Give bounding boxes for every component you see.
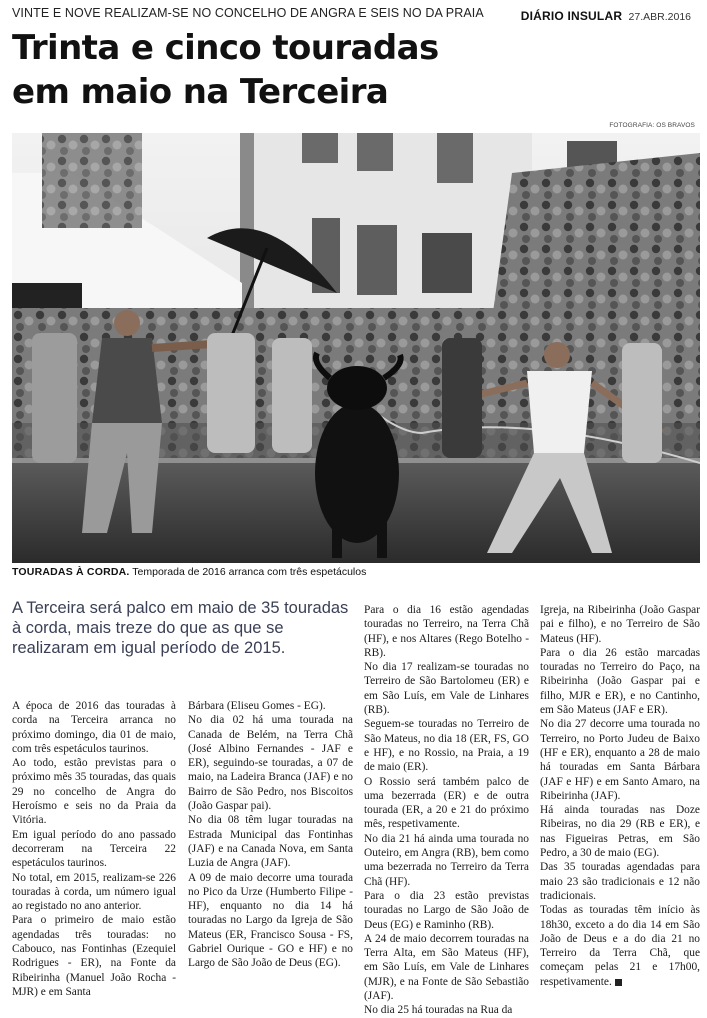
paragraph: Para o primeiro de maio estão agendadas três touradas: no Cabouco, nas Fontinhas (Ezequiel Rodrigues - ER), na Fonte da Ribeirinha (Manuel João Rocha - MJR) e em Santa [12,914,176,998]
paragraph: No dia 27 decorre uma tourada no Terreiro, no Porto Judeu de Baixo (HF e ER), enquanto a 28 de maio há touradas em Santa Bárbara (JAF e HF) e em Santo Amaro, na Ribeirinha (JAF). [540,718,700,802]
paragraph: No dia 17 realizam-se touradas no Terreiro de São Bartolomeu (ER) e em São Luís, em Vale de Linhares (RB). [364,661,529,717]
paragraph: A 24 de maio decorrem touradas na Terra Alta, em São Mateus (HF), em São Luís, em Vale de Linhares (MJR), e na Fonte de São Sebastião (JAF). [364,932,529,1003]
paragraph: O Rossio será também palco de uma bezerrada (ER) e de outra tourada (ER, a 20 e 21 do próximo mês, respetivamente. [364,775,529,831]
end-of-article-icon [615,979,622,986]
paragraph: Para o dia 26 estão marcadas touradas no Terreiro do Paço, na Ribeirinha (João Gaspar pai e filho, MJR e ER), e no Cantinho, em São Mateus (JAF e ER). [540,646,700,717]
paragraph: Seguem-se touradas no Terreiro de São Mateus, no dia 18 (ER, FS, GO e HF), e no Rossio, na Praia, a 19 de maio (ER). [364,718,529,774]
photo-credit: FOTOGRAFIA: OS BRAVOS [609,122,695,129]
article-photo [12,133,700,563]
headline-line-1: Trinta e cinco touradas [12,28,439,68]
paragraph: No dia 21 há ainda uma tourada no Outeiro, em Angra (RB), bem como uma bezerrada no Terreiro da Terra Chã (HF). [364,832,529,888]
body-column-1 [12,699,176,999]
paragraph: Bárbara (Eliseu Gomes - EG). [188,700,326,712]
paragraph: A 09 de maio decorre uma tourada no Pico da Urze (Humberto Filipe - HF), enquanto no dia 14 há touradas no Largo da Igreja de São Mateus (ER, Francisco Sousa - FS, Gabriel Ourique - GO e HF) e no Largo de São João de Deus (EG). [188,871,353,970]
paragraph: Em igual período do ano passado decorreram na Terceira 22 espetáculos taurinos. [12,828,176,870]
paragraph: No dia 08 têm lugar touradas na Estrada Municipal das Fontinhas (JAF) e na Canada Nova, em Santa Luzia de Angra (JAF). [188,814,353,870]
photo-caption [12,566,700,578]
paragraph: No dia 02 há uma tourada na Canada de Belém, na Terra Chã (José Albino Fernandes - JAF e ER), seguindo-se touradas, a 07 de maio, na Ladeira Branca (JAF) e no Bairro de São Pedro, nos Biscoitos (João Gaspar pai). [188,714,353,813]
standfirst: A Terceira será palco em maio de 35 touradas à corda, mais treze do que as que se realizaram em igual período de 2015. [12,599,349,657]
caption-text: Temporada de 2016 arranca com três espetáculos [132,566,367,578]
paragraph: Das 35 touradas agendadas para maio 23 são tradicionais e 12 não tradicionais. [540,861,700,902]
issue-date: 27.ABR.2016 [628,11,691,23]
body-column-2 [188,699,353,971]
paragraph: Igreja, na Ribeirinha (João Gaspar pai e filho), e no Terreiro de São Mateus (HF). [540,604,700,645]
caption-lead: TOURADAS À CORDA. [12,566,130,578]
paragraph: Há ainda touradas nas Doze Ribeiras, no dia 29 (RB e ER), e nas Figueiras Petras, em São Pedro, a 30 de maio (EG). [540,804,700,860]
paragraph [540,903,700,989]
masthead [521,9,691,23]
closing-paragraph-text: Todas as touradas têm início às 18h30, exceto a do dia 14 em São João de Deus e a do dia 21 no Terreiro da Terra Chã, que começam pelas 21 e 17h00, respetivamente. [540,904,700,988]
headline-line-2: em maio na Terceira [12,72,389,112]
kicker: VINTE E NOVE REALIZAM-SE NO CONCELHO DE ANGRA E SEIS NO DA PRAIA [12,6,484,20]
paragraph: No dia 25 há touradas na Rua da [364,1004,513,1017]
body-column-3 [364,603,529,1018]
paragraph: Para o dia 23 estão previstas touradas no Largo de São João de Deus (EG) e Raminho (RB). [364,889,529,931]
paragraph: Ao todo, estão previstas para o próximo mês 35 touradas, das quais 29 no concelho de Angra do Heroísmo e seis no da Praia da Vitória. [12,757,176,827]
paragraph: Para o dia 16 estão agendadas touradas no Terreiro, na Terra Chã (HF), e nos Altares (Rego Botelho - RB). [364,604,529,659]
paragraph: No total, em 2015, realizam-se 226 touradas à corda, um número igual ao registado no ano anterior. [12,871,176,913]
body-column-4 [540,603,700,989]
paragraph: A época de 2016 das touradas à corda na Terceira arranca no próximo domingo, dia 01 de maio, com três espetáculos taurinos. [12,700,176,755]
newspaper-brand: DIÁRIO INSULAR [520,9,623,23]
bullfight-photo-illustration [12,133,700,563]
headline [12,26,532,114]
